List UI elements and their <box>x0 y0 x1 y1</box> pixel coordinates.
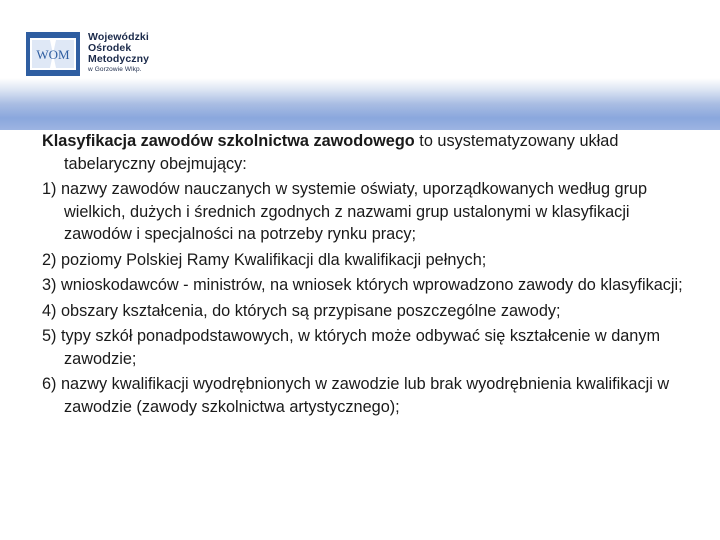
wom-logo <box>26 32 176 78</box>
list-item: 6) nazwy kwalifikacji wyodrębnionych w zawodzie lub brak wyodrębnienia kwalifikacji w zawodzie (zawody szkolnictwa artystycznego); <box>42 375 670 416</box>
logo-subline: w Gorzowie Wlkp. <box>88 66 142 73</box>
logo-line-3: Metodyczny <box>88 53 150 65</box>
list-item: 3) wnioskodawców - ministrów, na wniosek których wprowadzono zawody do klasyfikacji; <box>42 276 683 294</box>
logo-emblem <box>26 32 80 76</box>
logo-line-1: Wojewódzki <box>88 31 149 43</box>
intro-definition: to usystematyzowany układ tabelaryczny obejmujący: <box>64 132 619 173</box>
logo-abbr: WOM <box>36 47 70 62</box>
slide-body <box>42 130 692 421</box>
list-item: 2) poziomy Polskiej Ramy Kwalifikacji dla kwalifikacji pełnych; <box>42 250 487 269</box>
intro-term: Klasyfikacja zawodów szkolnictwa zawodowego <box>42 132 415 150</box>
logo-text <box>88 32 149 75</box>
list-item: 4) obszary kształcenia, do których są przypisane poszczególne zawody; <box>42 301 561 320</box>
list-item: 1) nazwy zawodów nauczanych w systemie oświaty, uporządkowanych według grup wielkich, dużych i średnich zgodnych z nazwami grup ustalonymi w klasyfikacji zawodów i specjalności na potrzeby rynku pracy; <box>42 180 648 243</box>
intro-paragraph <box>42 130 692 175</box>
logo-line-2: Ośrodek <box>88 42 132 54</box>
list-item: 5) typy szkół ponadpodstawowych, w których może odbywać się kształcenie w danym zawodzie; <box>42 327 661 368</box>
